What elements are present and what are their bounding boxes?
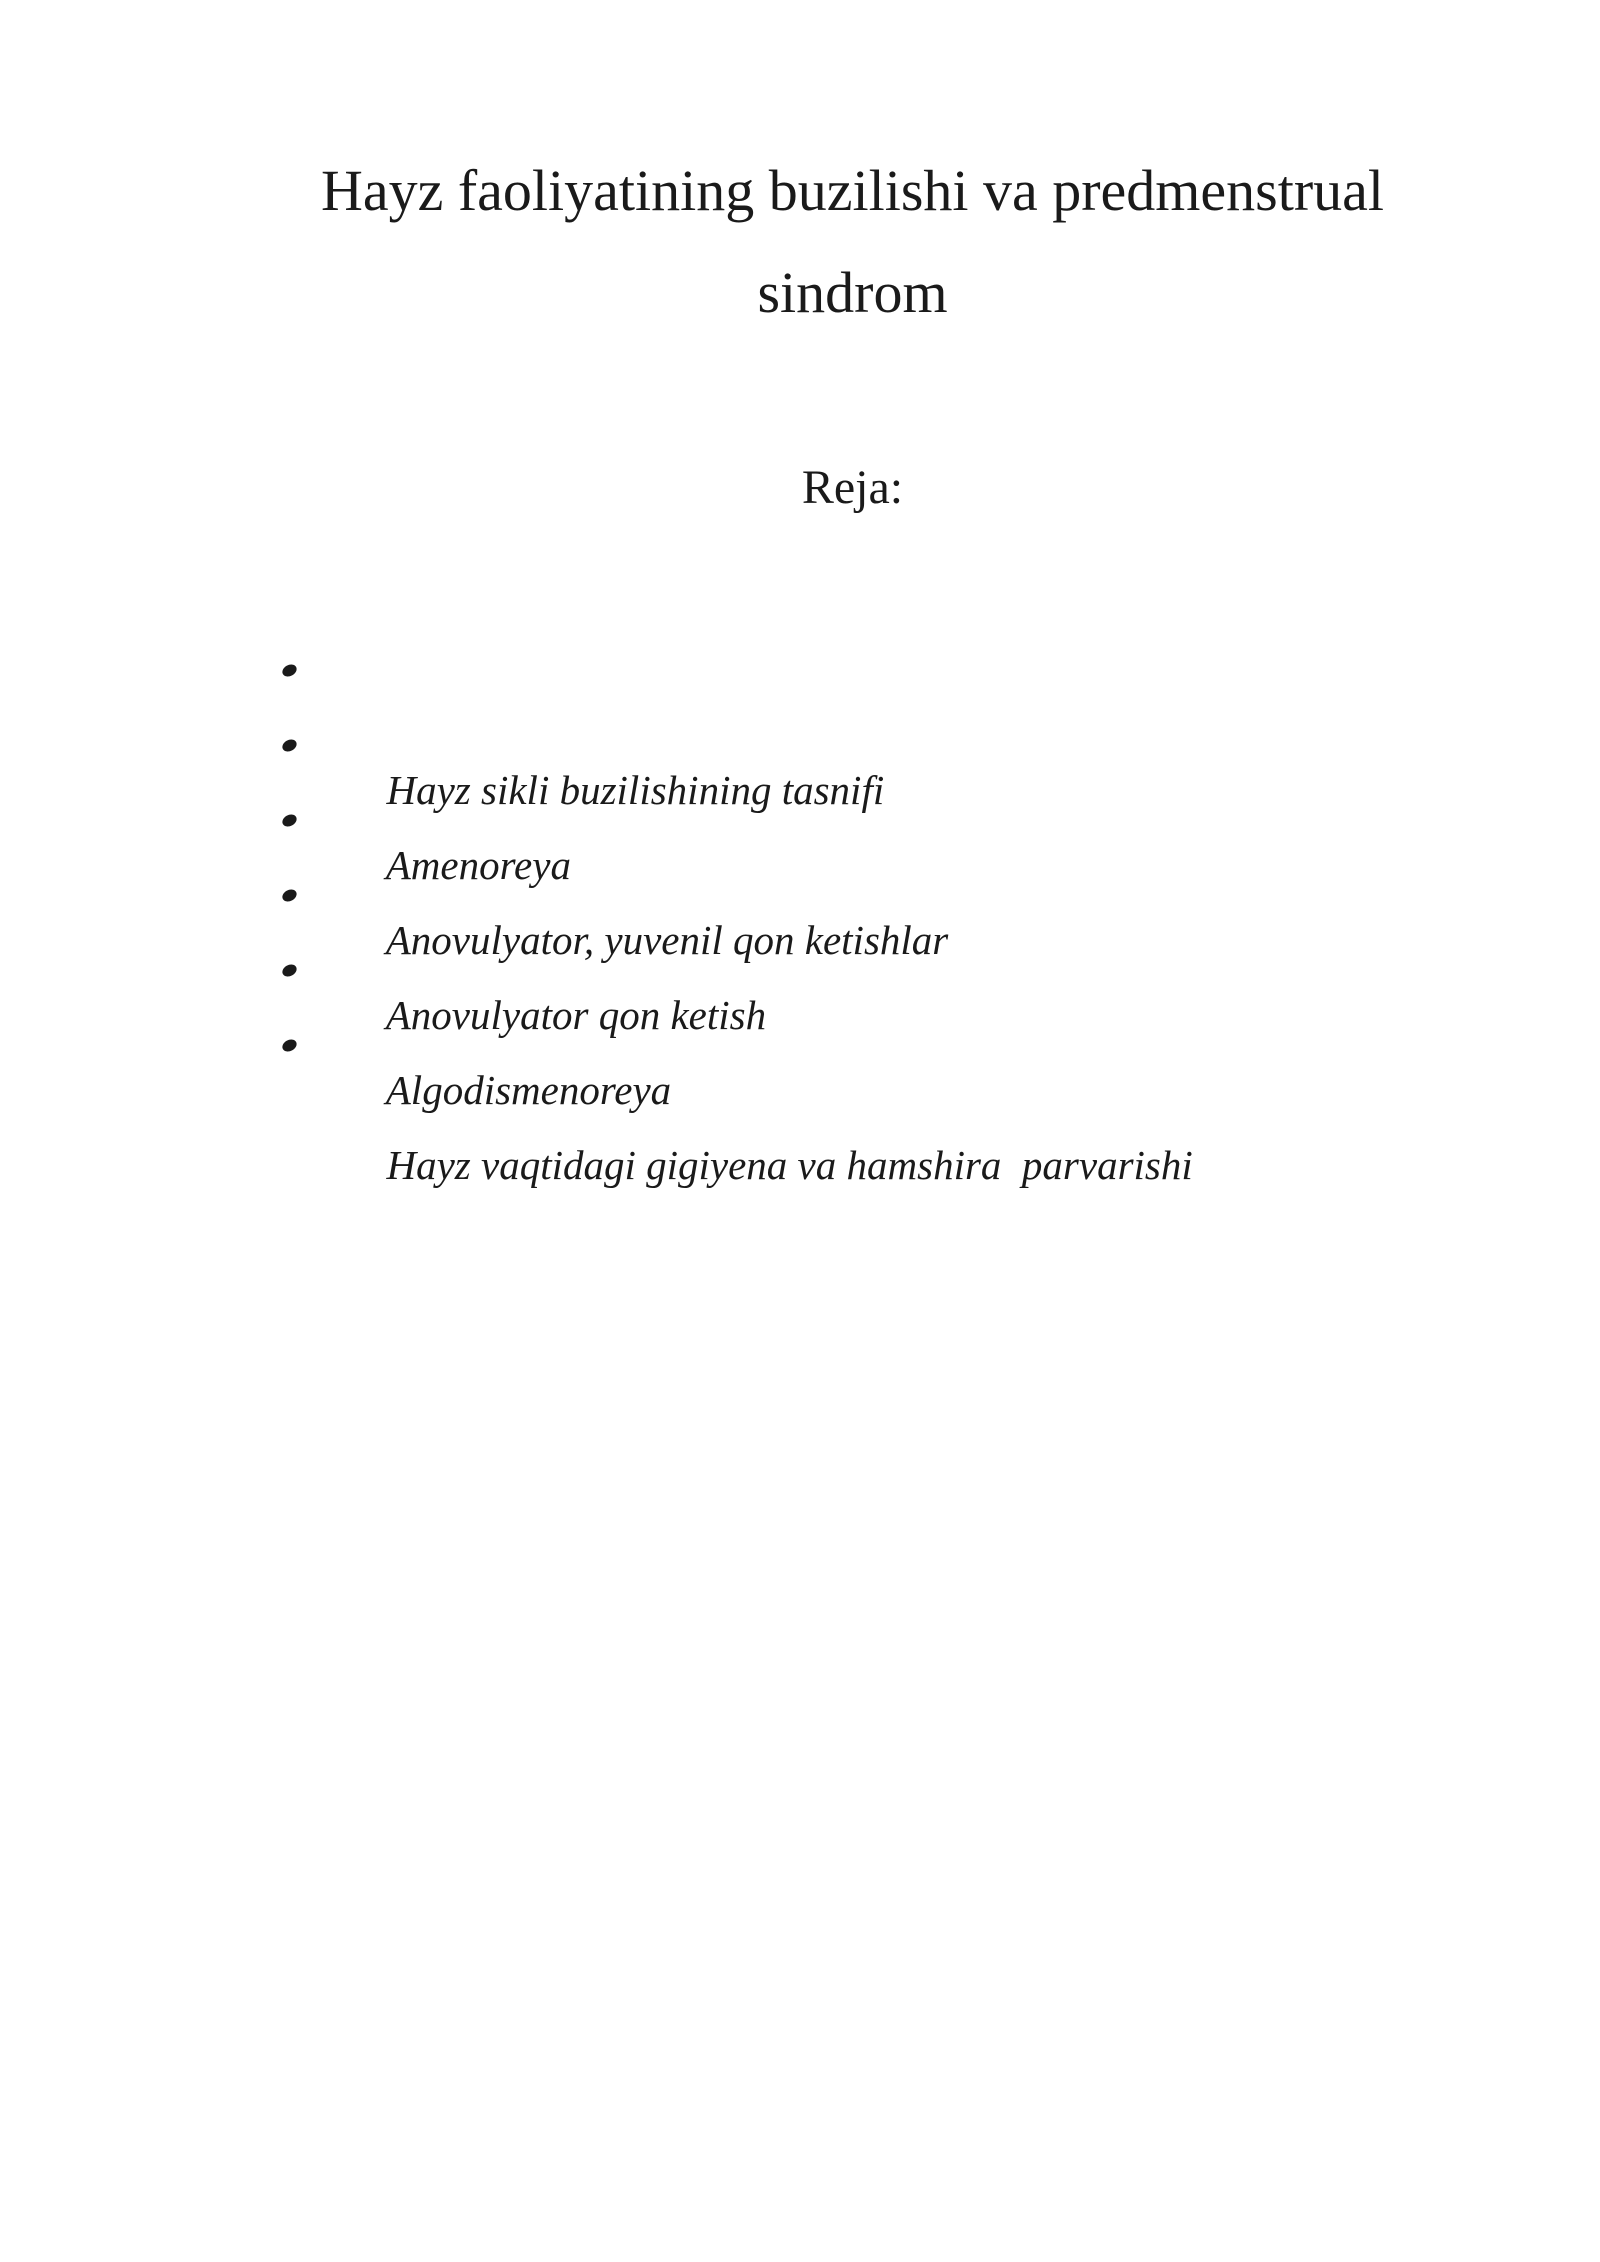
list-item <box>280 715 1280 888</box>
bullet-icon <box>280 662 298 679</box>
list-item-text: Algodismenoreya <box>385 1067 672 1113</box>
list-item-text: Anovulyator, yuvenil qon ketishlar <box>385 917 949 963</box>
bullet-icon <box>280 737 298 754</box>
bullet-icon <box>280 962 298 979</box>
bullet-icon <box>280 1037 298 1054</box>
list-item-text: Amenoreya <box>385 842 571 888</box>
bullet-icon <box>280 887 298 904</box>
list-item-text: Hayz sikli buzilishining tasnifi <box>386 767 885 813</box>
page-title: Hayz faoliyatining buzilishi va predmenstrual sindrom <box>320 158 1385 325</box>
list-item <box>280 865 1280 1038</box>
list-item-text: Anovulyator qon ketish <box>385 992 767 1038</box>
list-item <box>280 1015 1280 1188</box>
bullet-icon <box>280 812 298 829</box>
list-item-text: Hayz vaqtidagi gigiyena va hamshira parvarishi <box>386 1142 1193 1188</box>
plan-heading: Reja: <box>801 461 904 514</box>
list-item <box>280 940 1280 1113</box>
list-item <box>280 640 1280 813</box>
plan-list <box>280 640 1280 1188</box>
list-item <box>280 790 1280 963</box>
